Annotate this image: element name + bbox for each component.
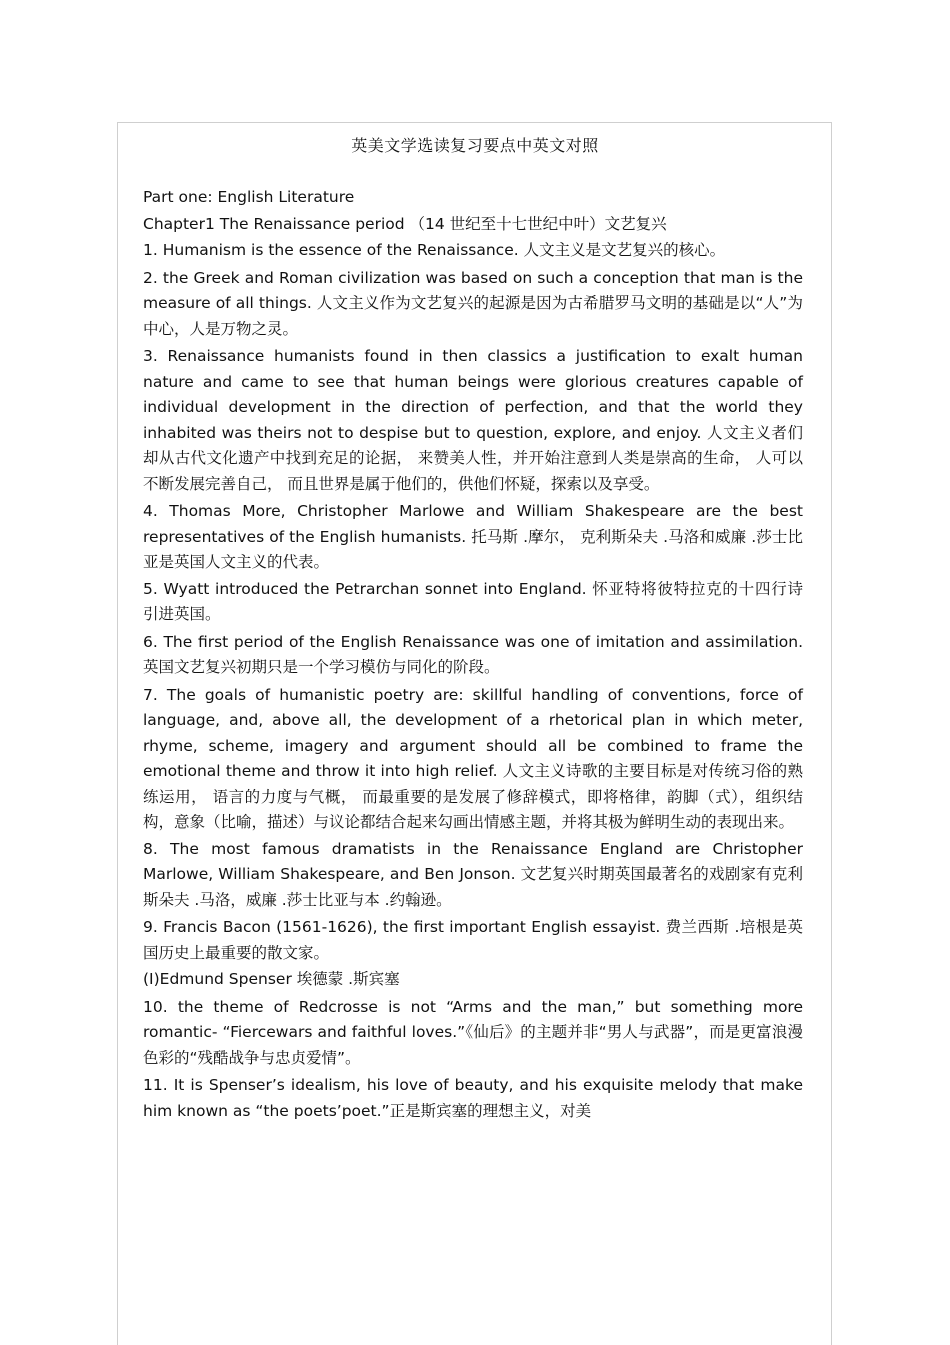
section-heading: (I)Edmund Spenser 埃德蒙 .斯宾塞 bbox=[143, 970, 400, 988]
list-item: 10. the theme of Redcrosse is not “Arms and the man,” but something more romantic- “Fiercewars and faithful loves.”《仙后》的主题并非“男人与武器”，而是更富浪漫色彩的“残酷战争与忠贞爱情”。 bbox=[143, 997, 803, 1067]
list-item: 3. Renaissance humanists found in then classics a justification to exalt human nature and came to see that human beings were glorious creatures capable of individual development in the direction of perfection, and that the world they inhabited was theirs not to despise but to question, explore, and enjoy. 人文主义者们却从古代文化遗产中找到充足的论据， 来赞美人性，并开始注意到人类是崇高的生命， 人可以不断发展完善自己， 而且世界是属于他们的，供他们怀疑，探索以及享受。 bbox=[143, 347, 803, 493]
page-title: 英美文学选读复习要点中英文对照 bbox=[351, 136, 599, 155]
list-item: 1. Humanism is the essence of the Renaissance. 人文主义是文艺复兴的核心。 bbox=[143, 241, 726, 259]
list-item: 8. The most famous dramatists in the Renaissance England are Christopher Marlowe, William Shakespeare, and Ben Jonson. 文艺复兴时期英国最著名的戏剧家有克利斯朵夫 .马洛，威廉 .莎士比亚与本 .约翰逊。 bbox=[143, 839, 803, 909]
list-item: 11. It is Spenser’s idealism, his love of beauty, and his exquisite melody that make him known as “the poets’poet.”正是斯宾塞的理想主义，对美 bbox=[143, 1076, 803, 1120]
document-body bbox=[143, 185, 803, 1125]
chapter-heading: Chapter1 The Renaissance period （14 世纪至十七世纪中叶）文艺复兴 bbox=[143, 214, 667, 233]
list-item: 9. Francis Bacon (1561-1626), the first important English essayist. 费兰西斯 .培根是英国历史上最重要的散文家。 bbox=[143, 918, 803, 962]
list-item: 5. Wyatt introduced the Petrarchan sonnet into England. 怀亚特将彼特拉克的十四行诗引进英国。 bbox=[143, 579, 803, 623]
list-item: 7. The goals of humanistic poetry are: skillful handling of conventions, force of language, and, above all, the development of a rhetorical plan in which meter, rhyme, scheme, imagery and argument should all be combined to frame the emotional theme and throw it into high relief. 人文主义诗歌的主要目标是对传统习俗的熟练运用， 语言的力度与气概， 而最重要的是发展了修辞模式，即将格律，韵脚（式），组织结构，意象（比喻，描述）与议论都结合起来勾画出情感主题，并将其极为鲜明生动的表现出来。 bbox=[143, 685, 803, 831]
list-item: 2. the Greek and Roman civilization was based on such a conception that man is the measure of all things. 人文主义作为文艺复兴的起源是因为古希腊罗马文明的基础是以“人”为中心，人是万物之灵。 bbox=[143, 268, 803, 338]
list-item: 6. The first period of the English Renaissance was one of imitation and assimilation. 英国文艺复兴初期只是一个学习模仿与同化的阶段。 bbox=[143, 632, 803, 676]
part-heading: Part one: English Literature bbox=[143, 188, 355, 206]
list-item: 4. Thomas More, Christopher Marlowe and William Shakespeare are the best representatives of the English humanists. 托马斯 .摩尔， 克利斯朵夫 .马洛和威廉 .莎士比亚是英国人文主义的代表。 bbox=[143, 502, 803, 571]
